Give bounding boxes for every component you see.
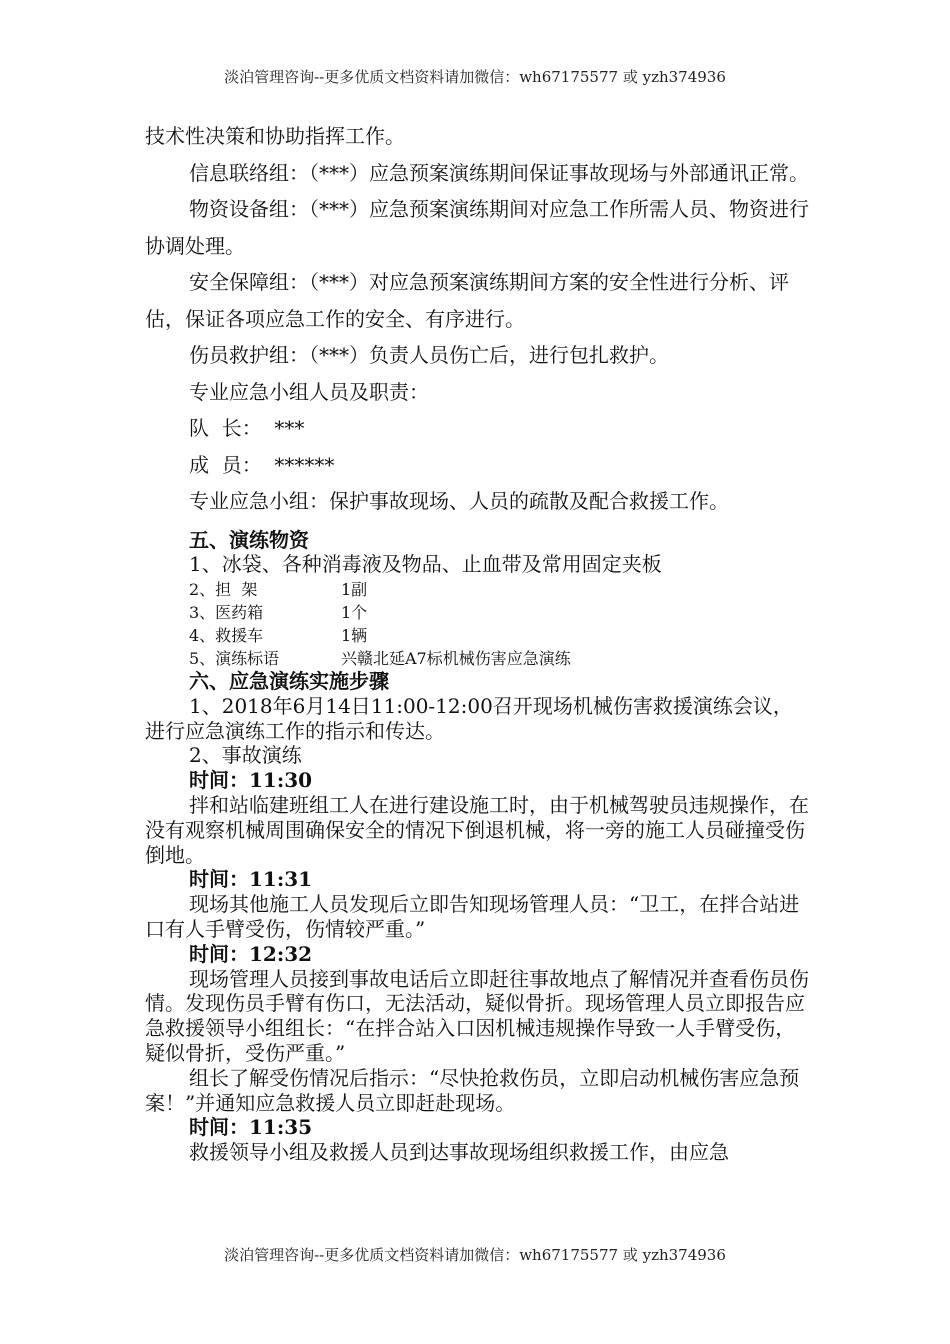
section-materials (145, 528, 810, 1166)
time-label: 时间：11:30 (189, 768, 313, 793)
paragraph: 专业应急小组：保护事故现场、人员的疏散及配合救援工作。 (189, 489, 729, 513)
paragraph: 2、事故演练 (189, 743, 302, 768)
paragraph: 技术性决策和协助指挥工作。 (145, 124, 405, 148)
paragraph: 伤员救护组：（***）负责人员伤亡后，进行包扎救护。 (189, 343, 669, 367)
paragraph: 物资设备组：（***）应急预案演练期间对应急工作所需人员、物资进行协调处理。 (145, 197, 809, 258)
list-item: 1、冰袋、各种消毒液及物品、止血带及常用固定夹板 (189, 552, 662, 577)
org-section (145, 118, 810, 520)
team-leader-line: 队 长： *** (189, 416, 305, 440)
item-value: 1辆 (341, 626, 368, 646)
page-header: 淡泊管理咨询--更多优质文档资料请加微信：wh67175577 或 yzh374936 (224, 68, 726, 86)
team-members-line: 成 员： ****** (189, 452, 335, 477)
item-label: 5、演练标语 (189, 649, 280, 669)
paragraph: 专业应急小组人员及职责： (189, 379, 429, 404)
item-value: 1个 (341, 603, 368, 623)
section-heading: 五、演练物资 (189, 527, 309, 552)
paragraph: 现场管理人员接到事故电话后立即赶往事故地点了解情况并查看伤员伤情。发现伤员手臂有伤口，无法活动，疑似骨折。现场管理人员立即报告应急救援领导小组组长：“在拌合站入口因机械违规操作导致一人手臂受伤，疑似骨折，受伤严重。” (145, 966, 809, 1066)
paragraph: 拌和站临建班组工人在进行建设施工时，由于机械驾驶员违规操作，在没有观察机械周围确保安全的情况下倒退机械，将一旁的施工人员碰撞受伤倒地。 (145, 793, 809, 867)
item-label: 3、医药箱 (189, 603, 264, 623)
paragraph: 安全保障组：（***）对应急预案演练期间方案的安全性进行分析、评估，保证各项应急工作的安全、有序进行。 (145, 270, 789, 331)
paragraph: 1、2018年6月14日11:00-12:00召开现场机械伤害救援演练会议，进行应急演练工作的指示和传达。 (145, 693, 793, 743)
item-value: 1副 (341, 580, 368, 600)
list-item (145, 623, 810, 646)
list-item (145, 600, 810, 623)
paragraph: 现场其他施工人员发现后立即告知现场管理人员：“卫工，在拌合站进口有人手臂受伤，伤情较严重。” (145, 892, 800, 942)
paragraph: 信息联络组：（***）应急预案演练期间保证事故现场与外部通讯正常。 (189, 160, 809, 185)
item-label: 4、救援车 (189, 626, 264, 646)
item-label: 2、担 架 (189, 580, 258, 600)
list-item (145, 646, 810, 669)
paragraph: 组长了解受伤情况后指示：“尽快抢救伤员，立即启动机械伤害应急预案！”并通知应急救援人员立即赶赴现场。 (145, 1065, 800, 1115)
time-label: 时间：11:31 (189, 867, 313, 892)
time-label: 时间：12:32 (189, 941, 313, 966)
item-value: 兴赣北延A7标机械伤害应急演练 (341, 649, 571, 669)
page-footer: 淡泊管理咨询--更多优质文档资料请加微信：wh67175577 或 yzh374936 (224, 1246, 726, 1264)
paragraph: 救援领导小组及救援人员到达事故现场组织救援工作，由应急 (189, 1140, 729, 1165)
list-item (145, 577, 810, 600)
section-heading: 六、应急演练实施步骤 (189, 669, 389, 694)
document-body (145, 118, 810, 1165)
time-label: 时间：11:35 (189, 1115, 313, 1140)
